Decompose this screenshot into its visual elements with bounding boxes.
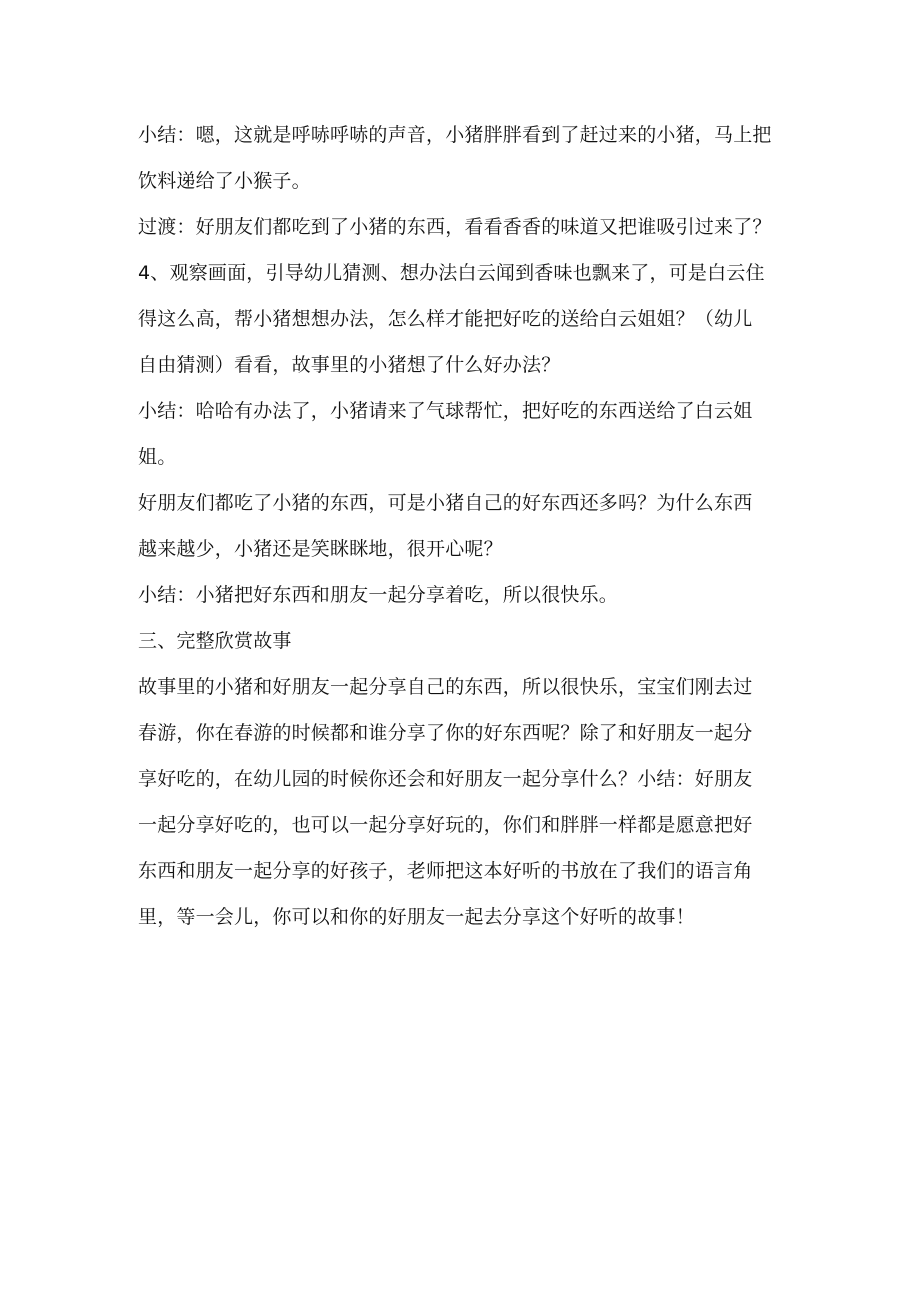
text-line: 过渡：好朋友们都吃到了小猪的东西，看看香香的味道又把谁吸引过来了？	[138, 216, 772, 238]
paragraph-step-4	[138, 250, 798, 388]
text-line: 自由猜测）看看，故事里的小猪想了什么好办法？	[138, 354, 561, 376]
text-line: 春游，你在春游的时候都和谁分享了你的好东西呢？除了和好朋友一起分	[138, 722, 753, 744]
text-line: 小结：小猪把好东西和朋友一起分享着吃，所以很快乐。	[138, 584, 619, 606]
text-line: 小结：哈哈有办法了，小猪请来了气球帮忙，把好吃的东西送给了白云姐	[138, 400, 753, 422]
text-line: 东西和朋友一起分享的好孩子，老师把这本好听的书放在了我们的语言角	[138, 860, 753, 882]
paragraph-closing	[138, 664, 798, 940]
paragraph-summary-balloon	[138, 388, 798, 480]
text-line: 三、完整欣赏故事	[138, 630, 292, 652]
text-line: 4、观察画面，引导幼儿猜测、想办法白云闻到香味也飘来了，可是白云住	[138, 262, 765, 284]
text-line: 好朋友们都吃了小猪的东西，可是小猪自己的好东西还多吗？为什么东西	[138, 492, 753, 514]
text-line: 姐。	[138, 446, 177, 468]
section-heading	[138, 618, 798, 664]
text-line: 小结：嗯，这就是呼哧呼哧的声音，小猪胖胖看到了赶过来的小猪，马上把	[138, 124, 772, 146]
paragraph-summary-sharing	[138, 572, 798, 618]
text-line: 越来越少，小猪还是笑眯眯地，很开心呢？	[138, 538, 503, 560]
text-line: 得这么高，帮小猪想想办法，怎么样才能把好吃的送给白云姐姐？（幼儿	[138, 308, 753, 330]
paragraph-question	[138, 480, 798, 572]
text-line: 享好吃的，在幼儿园的时候你还会和好朋友一起分享什么？小结：好朋友	[138, 768, 753, 790]
text-line: 故事里的小猪和好朋友一起分享自己的东西，所以很快乐，宝宝们刚去过	[138, 676, 753, 698]
text-line: 一起分享好吃的，也可以一起分享好玩的，你们和胖胖一样都是愿意把好	[138, 814, 753, 836]
text-line: 里，等一会儿，你可以和你的好朋友一起去分享这个好听的故事！	[138, 906, 695, 928]
text-line: 饮料递给了小猴子。	[138, 170, 311, 192]
paragraph-transition	[138, 204, 798, 250]
paragraph-summary-hula	[138, 112, 798, 204]
document-body	[138, 112, 798, 940]
